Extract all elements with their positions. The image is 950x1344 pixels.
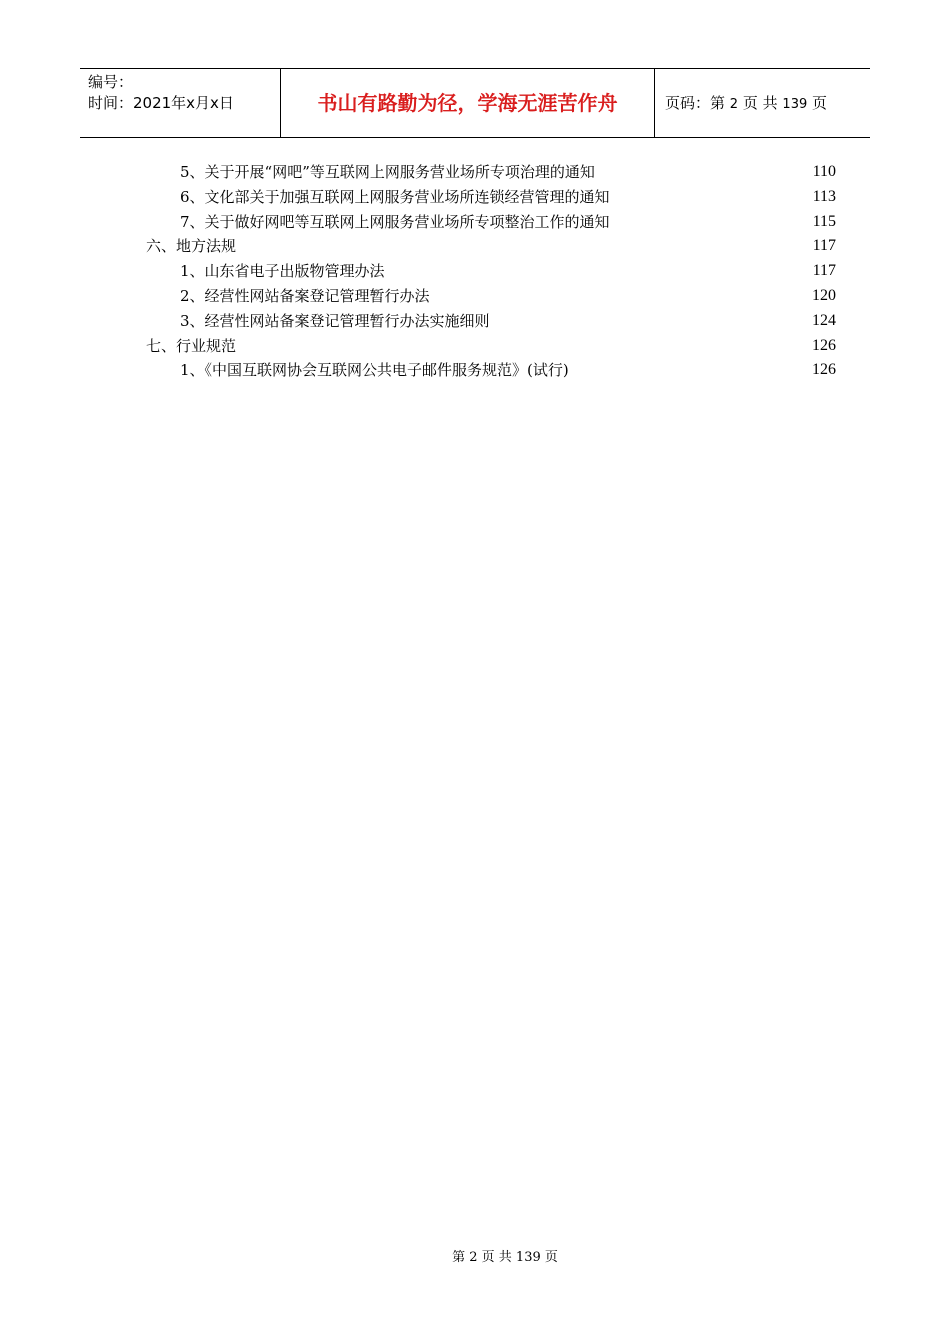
header-page-info bbox=[655, 69, 870, 137]
toc-entry[interactable] bbox=[0, 259, 950, 284]
toc-entry[interactable] bbox=[0, 210, 950, 235]
toc-entry-page: 113 bbox=[812, 187, 836, 205]
toc-entry-title: 六、地方法规 bbox=[146, 237, 237, 256]
toc-entry-page: 126 bbox=[812, 336, 836, 354]
toc-entry-title: 5、关于开展“网吧”等互联网上网服务营业场所专项治理的通知 bbox=[180, 163, 595, 181]
toc-entry[interactable] bbox=[0, 309, 950, 334]
toc-entry-title: 2、经营性网站备案登记管理暂行办法 bbox=[180, 286, 430, 305]
toc-entry[interactable] bbox=[0, 185, 950, 210]
toc-entry[interactable] bbox=[0, 358, 950, 383]
document-date: 时间：2021年x月x日 bbox=[88, 94, 234, 112]
toc-entry-title: 3、经营性网站备案登记管理暂行办法实施细则 bbox=[180, 311, 490, 330]
toc-entry-title: 七、行业规范 bbox=[146, 336, 237, 355]
document-number-label: 编号： bbox=[88, 73, 134, 91]
toc-entry-page: 120 bbox=[812, 286, 836, 304]
page-suffix: 页 bbox=[812, 94, 828, 112]
toc-entry-page: 110 bbox=[812, 163, 836, 180]
toc-section-heading[interactable] bbox=[0, 234, 950, 259]
toc-entry[interactable] bbox=[0, 284, 950, 309]
toc-entry[interactable] bbox=[0, 160, 950, 185]
header-motto: 书山有路勤为径，学海无涯苦作舟 bbox=[281, 69, 655, 137]
toc-entry-title: 7、关于做好网吧等互联网上网服务营业场所专项整治工作的通知 bbox=[180, 212, 610, 231]
toc-entry-page: 115 bbox=[812, 212, 836, 230]
toc-entry-page: 126 bbox=[812, 361, 836, 379]
page-current: 2 bbox=[729, 97, 739, 112]
toc-entry-title: 1、《中国互联网协会互联网公共电子邮件服务规范》(试行) bbox=[180, 361, 569, 380]
toc-entry-page: 117 bbox=[812, 262, 836, 280]
page-prefix: 页码：第 bbox=[665, 94, 726, 112]
toc-entry-page: 124 bbox=[812, 311, 836, 329]
toc-section-heading[interactable] bbox=[0, 334, 950, 359]
table-of-contents bbox=[0, 160, 950, 383]
toc-entry-title: 6、文化部关于加强互联网上网服务营业场所连锁经营管理的通知 bbox=[180, 187, 610, 206]
page-mid: 页 共 bbox=[742, 94, 778, 112]
page-footer: 第 2 页 共 139 页 bbox=[452, 1250, 558, 1265]
header-meta bbox=[80, 69, 281, 137]
toc-entry-page: 117 bbox=[812, 237, 836, 255]
page-total: 139 bbox=[782, 97, 808, 112]
page-header bbox=[80, 68, 870, 138]
toc-entry-title: 1、山东省电子出版物管理办法 bbox=[180, 262, 385, 281]
